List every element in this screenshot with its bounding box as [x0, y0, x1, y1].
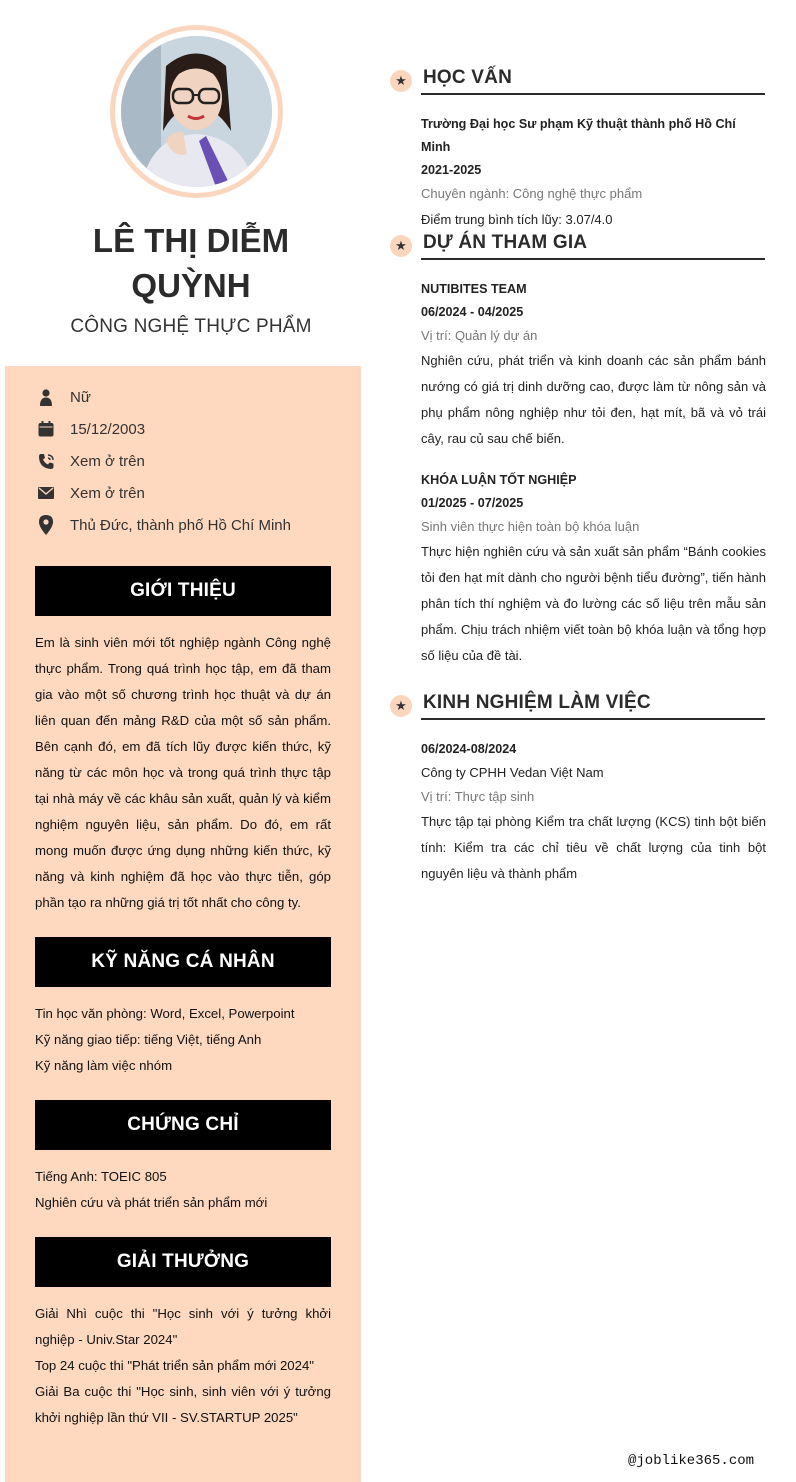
location-pin-icon [37, 516, 55, 534]
education-period: 2021-2025 [421, 163, 482, 177]
project-name: KHÓA LUẬN TỐT NGHIỆP [421, 473, 577, 487]
project-description: Nghiên cứu, phát triển và kinh doanh các sản phẩm bánh nướng có giá trị dinh dưỡng cao, được làm từ nông sản và phụ phẩm nông nghiệp như tỏi đen, hạt mít, bã và vỏ trái cây, rau củ sau chế biến. [421, 353, 766, 446]
calendar-icon [37, 420, 55, 438]
experience-role: Vị trí: Thực tập sinh [421, 789, 535, 804]
list-item: Top 24 cuộc thi "Phát triển sản phẩm mới 2024" [35, 1358, 314, 1373]
left-panel [5, 366, 361, 1482]
contact-email [37, 481, 337, 505]
profile-header [5, 0, 361, 366]
watermark: @joblike365.com [628, 1453, 755, 1469]
intro-text: Em là sinh viên mới tốt nghiệp ngành Công nghệ thực phẩm. Trong quá trình học tập, em đã tham gia vào một số chương trình học thuật và dự án liên quan đến mảng R&D của một số sản phẩm. Bên cạnh đó, em đã tích lũy được kiến thức, kỹ năng từ các môn học và trong quá trình thực tập tại nhà máy về các khâu sản xuất, quản lý và kiểm nghiệm nguyên liệu, sản phẩm. Do đó, em rất mong muốn được ứng dụng những kiến thức, kỹ năng và kinh nghiệm đã học vào thực tiễn, góp phần tạo ra những giá trị tốt nhất cho công ty. [35, 635, 331, 910]
section-heading-awards: GIẢI THƯỞNG [35, 1237, 331, 1287]
awards-list [35, 1301, 331, 1431]
phone-icon [37, 452, 55, 470]
job-title: CÔNG NGHỆ THỰC PHẨM [70, 316, 312, 337]
project-description: Thực hiện nghiên cứu và sản xuất sản phẩm “Bánh cookies tỏi đen hạt mít dành cho người bệnh tiểu đường”, tiến hành phân tích thí nghiệm và đo lường các số liệu trên mẫu sản phẩm. Chịu trách nhiệm viết toàn bộ khóa luận và tổng hợp số liệu của đề tài. [421, 544, 766, 663]
project-period: 06/2024 - 04/2025 [421, 305, 524, 319]
gender-text: Nữ [70, 388, 91, 406]
name-line-2: QUỲNH [131, 267, 251, 304]
list-item: Tiếng Anh: TOEIC 805 [35, 1169, 167, 1184]
section-title-projects [390, 232, 765, 262]
contact-birthday [37, 417, 337, 441]
project-item [421, 469, 766, 669]
name-line-1: LÊ THỊ DIỄM [92, 222, 290, 259]
project-period: 01/2025 - 07/2025 [421, 496, 524, 510]
contact-address [37, 513, 337, 537]
list-item: Tin học văn phòng: Word, Excel, Powerpoint [35, 1006, 295, 1021]
experience-description: Thực tập tại phòng Kiểm tra chất lượng (KCS) tinh bột biến tính: Kiểm tra các chỉ tiêu về chất lượng của tinh bột nguyên liệu và thành phẩm [421, 814, 766, 881]
person-icon [37, 388, 55, 406]
section-heading-intro: GIỚI THIỆU [35, 566, 331, 616]
experience-heading: KINH NGHIỆM LÀM VIỆC [423, 692, 651, 713]
projects-heading: DỰ ÁN THAM GIA [423, 232, 588, 253]
list-item: Nghiên cứu và phát triển sản phẩm mới [35, 1195, 268, 1210]
star-icon: ★ [390, 235, 412, 257]
school-name: Trường Đại học Sư phạm Kỹ thuật thành phố Hồ Chí Minh [421, 117, 736, 154]
full-name [5, 218, 377, 308]
birthday-text: 15/12/2003 [70, 420, 146, 438]
skills-list [35, 1001, 335, 1079]
phone-text: Xem ở trên [70, 452, 145, 470]
certificates-list [35, 1164, 335, 1216]
mail-icon [37, 484, 55, 502]
star-icon: ★ [390, 695, 412, 717]
section-title-education [390, 67, 765, 97]
star-icon: ★ [390, 70, 412, 92]
project-role: Sinh viên thực hiện toàn bộ khóa luận [421, 519, 640, 534]
project-name: NUTIBITES TEAM [421, 282, 527, 296]
section-title-experience [390, 692, 765, 722]
list-item: Giải Ba cuộc thi "Học sinh, sinh viên với ý tưởng khởi nghiệp lần thứ VII - SV.STARTUP 2025" [35, 1384, 331, 1425]
list-item: Kỹ năng làm việc nhóm [35, 1058, 173, 1073]
major: Chuyên ngành: Công nghệ thực phẩm [421, 186, 643, 201]
experience-period: 06/2024-08/2024 [421, 742, 517, 756]
gpa: Điểm trung bình tích lũy: 3.07/4.0 [421, 212, 613, 227]
project-item [421, 278, 766, 452]
address-text: Thủ Đức, thành phố Hồ Chí Minh [70, 516, 291, 534]
avatar-ring [110, 25, 283, 198]
list-item: Giải Nhì cuộc thi "Học sinh với ý tưởng khởi nghiệp - Univ.Star 2024" [35, 1306, 331, 1347]
contact-gender [37, 385, 337, 409]
list-item: Kỹ năng giao tiếp: tiếng Việt, tiếng Anh [35, 1032, 262, 1047]
education-heading: HỌC VẤN [423, 67, 513, 88]
avatar [121, 36, 272, 187]
section-heading-certificates: CHỨNG CHỈ [35, 1100, 331, 1150]
contact-phone [37, 449, 337, 473]
education-block [421, 113, 766, 234]
project-role: Vị trí: Quản lý dự án [421, 328, 538, 343]
company-name: Công ty CPHH Vedan Việt Nam [421, 765, 604, 780]
experience-block [421, 738, 766, 887]
section-heading-skills: KỸ NĂNG CÁ NHÂN [35, 937, 331, 987]
email-text: Xem ở trên [70, 484, 145, 502]
